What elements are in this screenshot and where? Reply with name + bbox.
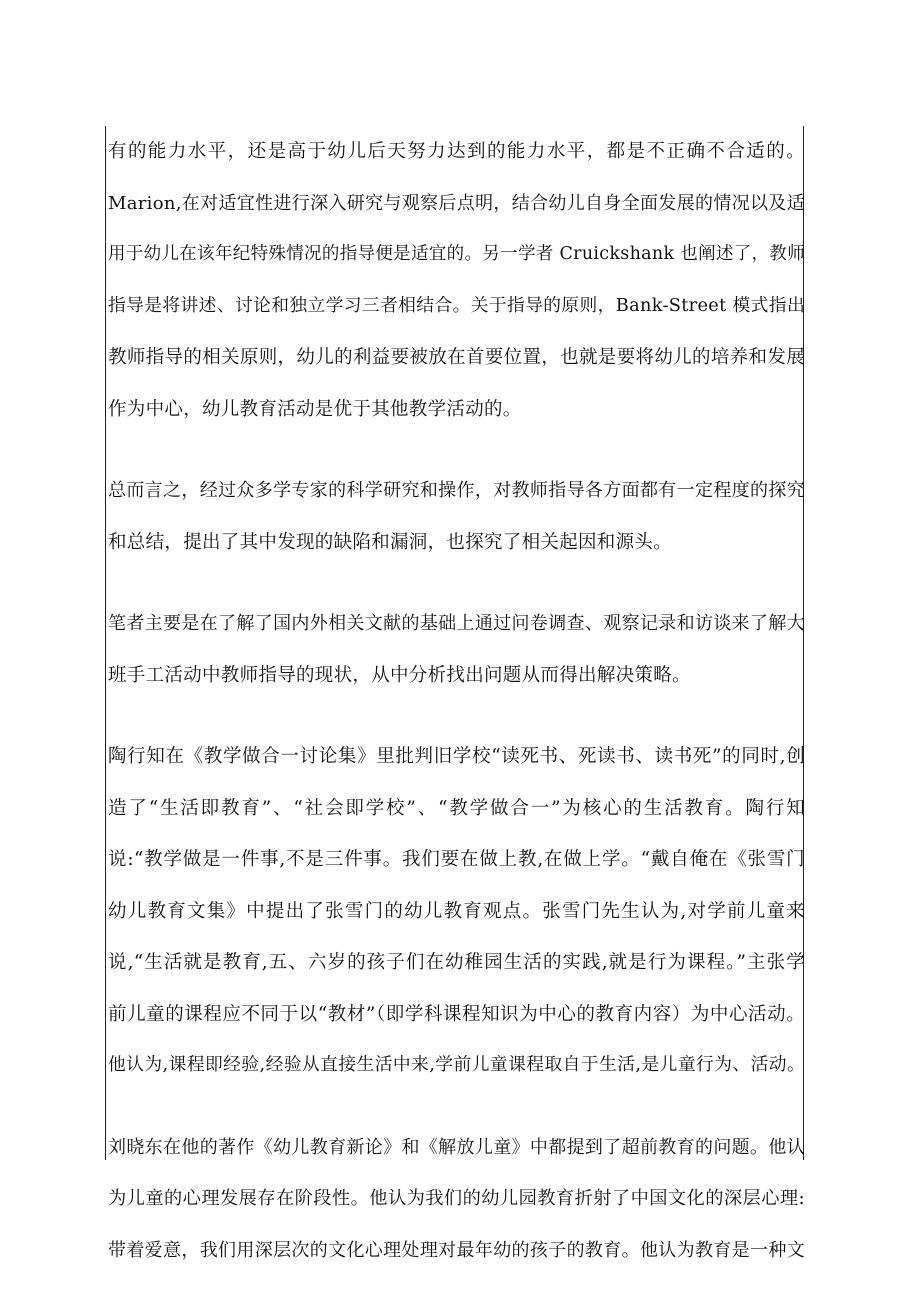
paragraph-gap <box>108 435 808 465</box>
text-line: 幼儿教育文集》中提出了张雪门的幼儿教育观点。张雪门先生认为,对学前儿童来 <box>108 900 805 922</box>
text-line: 教师指导的相关原则，幼儿的利益要被放在首要位置，也就是要将幼儿的培养和发展 <box>108 347 805 368</box>
paragraph-gap <box>108 568 808 598</box>
text-line: 班手工活动中教师指导的现状，从中分析找出问题从而得出解决策略。 <box>108 664 691 686</box>
text-line: 笔者主要是在了解了国内外相关文献的基础上通过问卷调查、观察记录和访谈来了解大 <box>108 613 805 634</box>
paragraph-author-method <box>108 598 808 701</box>
text-line: 说,“生活就是教育,五、六岁的孩子们在幼稚园生活的实践,就是行为课程。”主张学 <box>108 952 805 973</box>
paragraph-tao-xingzhi <box>108 731 808 1092</box>
text-line: 指导是将讲述、讨论和独立学习三者相结合。关于指导的原则，Bank-Street 模式指出 <box>108 295 805 316</box>
text-line: 刘晓东在他的著作《幼儿教育新论》和《解放儿童》中都提到了超前教育的问题。他认 <box>108 1136 805 1158</box>
paragraph-liu-xiaodong <box>108 1122 808 1277</box>
paragraph-gap <box>108 1092 808 1122</box>
text-line: 带着爱意，我们用深层次的文化心理处理对最年幼的孩子的教育。他认为教育是一种文 <box>108 1239 805 1261</box>
text-line: 造了“生活即教育”、“社会即学校”、“教学做合一”为核心的生活教育。陶行知 <box>108 797 805 819</box>
text-line: 陶行知在《教学做合一讨论集》里批判旧学校“读死书、死读书、读书死”的同时,创 <box>108 746 805 767</box>
text-line: 有的能力水平，还是高于幼儿后天努力达到的能力水平，都是不正确不合适的。 <box>108 141 805 162</box>
text-line: 他认为,课程即经验,经验从直接生活中来,学前儿童课程取自于生活,是儿童行为、活动。 <box>108 1055 805 1075</box>
text-line: 作为中心，幼儿教育活动是优于其他教学活动的。 <box>108 398 522 420</box>
text-line: 前儿童的课程应不同于以“教材”（即学科课程知识为中心的教育内容）为中心活动。 <box>108 1003 805 1025</box>
text-line: 说:“教学做是一件事,不是三件事。我们要在做上教,在做上学。“戴自俺在《张雪门 <box>108 849 805 870</box>
paragraph-summary <box>108 465 808 568</box>
text-line: Marion,在对适宜性进行深入研究与观察后点明，结合幼儿自身全面发展的情况以及适 <box>108 192 805 214</box>
text-line: 总而言之，经过众多学专家的科学研究和操作，对教师指导各方面都有一定程度的探究 <box>108 480 805 501</box>
text-line: 和总结，提出了其中发现的缺陷和漏洞，也探究了相关起因和源头。 <box>108 531 673 553</box>
text-line: 为儿童的心理发展存在阶段性。他认为我们的幼儿园教育折射了中国文化的深层心理: <box>108 1188 805 1209</box>
paragraph-gap <box>108 701 808 731</box>
document-body <box>108 126 808 1276</box>
text-line: 用于幼儿在该年纪特殊情况的指导便是适宜的。另一学者 Cruickshank 也阐述了，教师 <box>108 244 805 264</box>
paragraph-guidance-principles <box>108 126 808 435</box>
